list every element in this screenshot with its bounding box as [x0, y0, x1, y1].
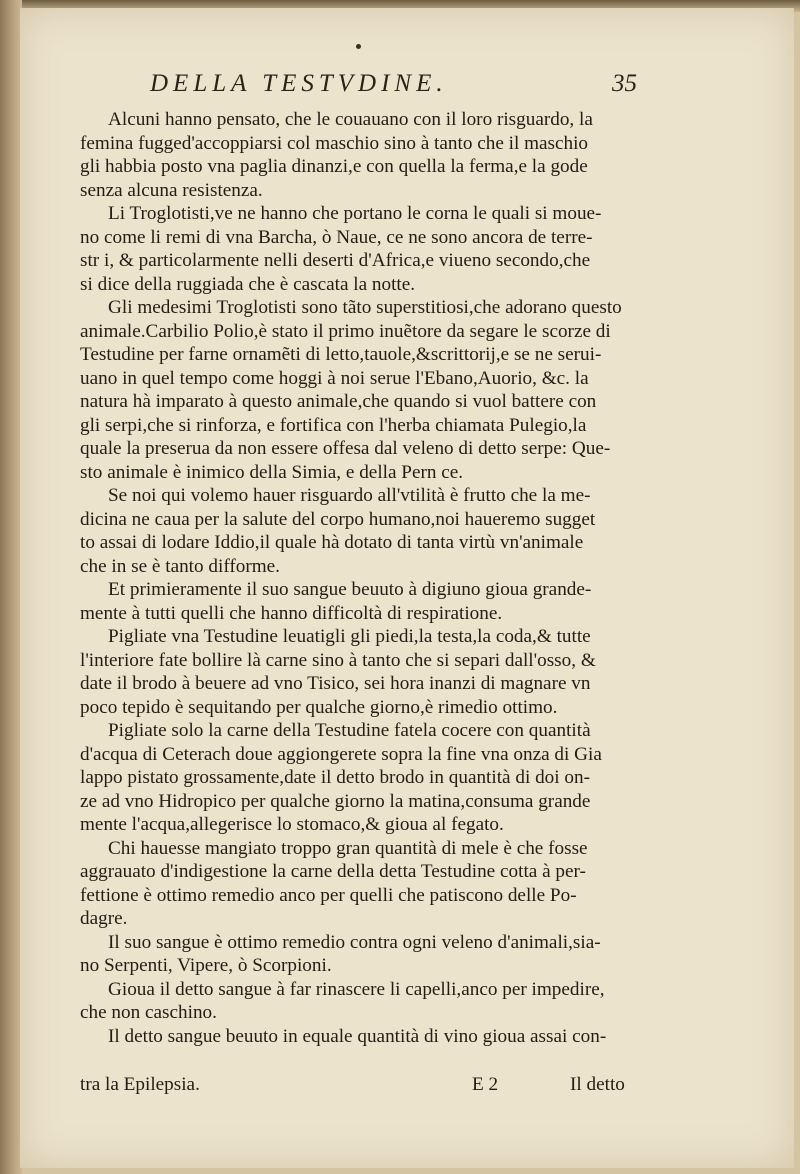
text-line: Chi hauesse mangiato troppo gran quantità di mele è che fosse	[108, 837, 588, 859]
text-line: date il brodo à beuere ad vno Tisico, sei hora inanzi di magnare vn	[80, 673, 591, 694]
text-line: Gioua il detto sangue à far rinascere li capelli,anco per impedire,	[108, 978, 605, 1000]
text-line: Pigliate solo la carne della Testudine fatela cocere con quantità	[108, 720, 591, 741]
text-line: Il suo sangue è ottimo remedio contra ogni veleno d'animali,sia-	[108, 931, 601, 953]
text-line: str i, & particolarmente nelli deserti d'Africa,e viueno secondo,che	[80, 250, 591, 271]
text-line: mente l'acqua,allegerisce lo stomaco,& gioua al fegato.	[80, 814, 504, 835]
text-line: fettione è ottimo remedio anco per quelli che patiscono delle Po-	[80, 884, 577, 906]
text-line: ze ad vno Hidropico per qualche giorno la matina,consuma grande	[80, 790, 591, 812]
ink-mark	[356, 44, 361, 49]
text-line: Il detto sangue beuuto in equale quantità di vino gioua assai con-	[108, 1025, 607, 1047]
text-line: animale.Carbilio Polio,è stato il primo inuẽtore da segare le scorze di	[80, 320, 611, 342]
page-body-text	[80, 108, 660, 1048]
text-line: gli habbia posto vna paglia dinanzi,e con quella la ferma,e la gode	[80, 156, 588, 177]
text-line: si dice della ruggiada che è cascata la notte.	[80, 273, 416, 295]
text-line: Testudine per farne ornamẽti di letto,tauole,&scrittorij,e se ne serui-	[80, 344, 602, 365]
text-line: dagre.	[80, 908, 128, 929]
text-line: no Serpenti, Vipere, ò Scorpioni.	[80, 955, 332, 976]
page-footer	[80, 1074, 660, 1098]
text-line: to assai di lodare Iddio,il quale hà dotato di tanta virtù vn'animale	[80, 532, 584, 553]
catchword: Il detto	[570, 1074, 625, 1095]
text-line: femina fugged'accoppiarsi col maschio sino à tanto che il maschio	[80, 132, 589, 154]
text-line: Se noi qui volemo hauer risguardo all'vtilità è frutto che la me-	[108, 485, 591, 506]
text-line: poco tepido è sequitando per qualche giorno,è rimedio ottimo.	[80, 696, 558, 718]
text-line: Li Troglotisti,ve ne hanno che portano le corna le quali si moue-	[108, 203, 602, 224]
text-line: Alcuni hanno pensato, che le couauano con il loro risguardo, la	[108, 109, 593, 130]
book-page	[20, 8, 794, 1168]
text-line: d'acqua di Ceterach doue aggiongerete sopra la fine vna onza di Gia	[80, 743, 602, 765]
text-line: dicina ne caua per la salute del corpo humano,noi haueremo sugget	[80, 508, 596, 530]
page-number: 35	[612, 70, 637, 97]
text-line: che in se è tanto difforme.	[80, 555, 280, 577]
text-line: senza alcuna resistenza.	[80, 179, 263, 201]
text-line: quale la preserua da non essere offesa dal veleno di detto serpe: Que-	[80, 438, 611, 459]
book-gutter-edge	[0, 0, 22, 1174]
text-line: uano in quel tempo come hoggi à noi serue l'Ebano,Auorio, &c. la	[80, 367, 589, 389]
signature-mark: E 2	[472, 1074, 499, 1095]
running-head: DELLA TESTVDINE.	[150, 70, 448, 97]
text-line: Gli medesimi Troglotisti sono tãto superstitiosi,che adorano questo	[108, 297, 622, 318]
text-line: che non caschino.	[80, 1002, 217, 1023]
text-line: mente à tutti quelli che hanno difficoltà di respiratione.	[80, 602, 503, 624]
text-line: no come li remi di vna Barcha, ò Naue, ce ne sono ancora de terre-	[80, 226, 593, 248]
text-line: Et primieramente il suo sangue beuuto à digiuno gioua grande-	[108, 579, 592, 600]
last-text-line: tra la Epilepsia.	[80, 1074, 200, 1095]
text-line: lappo pistato grossamente,date il detto brodo in quantità di doi on-	[80, 767, 590, 788]
text-line: natura hà imparato à questo animale,che quando si vuol battere con	[80, 391, 597, 412]
text-line: l'interiore fate bollire là carne sino à tanto che si separi dall'osso, &	[80, 649, 596, 671]
text-line: aggrauato d'indigestione la carne della detta Testudine cotta à per-	[80, 861, 586, 882]
text-line: sto animale è inimico della Simia, e della Pern ce.	[80, 461, 464, 483]
text-line: gli serpi,che si rinforza, e fortifica con l'herba chiamata Pulegio,la	[80, 414, 587, 436]
text-line: Pigliate vna Testudine leuatigli gli piedi,la testa,la coda,& tutte	[108, 626, 591, 647]
